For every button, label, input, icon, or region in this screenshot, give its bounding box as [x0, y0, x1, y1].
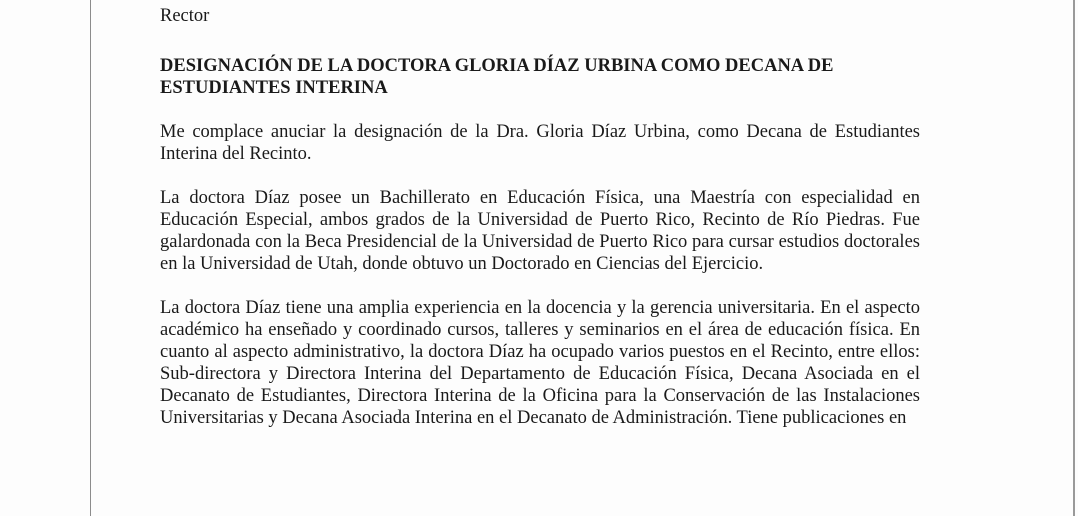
memo-heading: DESIGNACIÓN DE LA DOCTORA GLORIA DÍAZ URBINA COMO DECANA DE ESTUDIANTES INTERINA	[160, 56, 834, 98]
signer-title: Rector	[160, 6, 210, 26]
paragraph-education: La doctora Díaz posee un Bachillerato en Educación Física, una Maestría con especialidad en Educación Especial, ambos grados de la Universidad de Puerto Rico, Recinto de Río Piedras. Fue galardonada con la Beca Presidencial de la Universidad de Puerto Rico para cursar estudios doctorales en la Universidad de Utah, donde obtuvo un Doctorado en Ciencias del Ejercicio.	[160, 188, 920, 274]
paragraph-announcement: Me complace anuciar la designación de la Dra. Gloria Díaz Urbina, como Decana de Estudiantes Interina del Recinto.	[160, 122, 920, 164]
page-left-edge	[90, 0, 91, 516]
paragraph-experience: La doctora Díaz tiene una amplia experiencia en la docencia y la gerencia universitaria. En el aspecto académico ha enseñado y coordinado cursos, talleres y seminarios en el área de educación física. En cuanto al aspecto administrativo, la doctora Díaz ha ocupado varios puestos en el Recinto, entre ellos: Sub-directora y Directora Interina del Departamento de Educación Física, Decana Asociada en el Decanato de Estudiantes, Directora Interina de la Oficina para la Conservación de las Instalaciones Universitarias y Decana Asociada Interina en el Decanato de Administración. Tiene publicaciones en	[160, 298, 920, 428]
page-right-edge	[1073, 0, 1075, 516]
document-body	[160, 5, 920, 429]
